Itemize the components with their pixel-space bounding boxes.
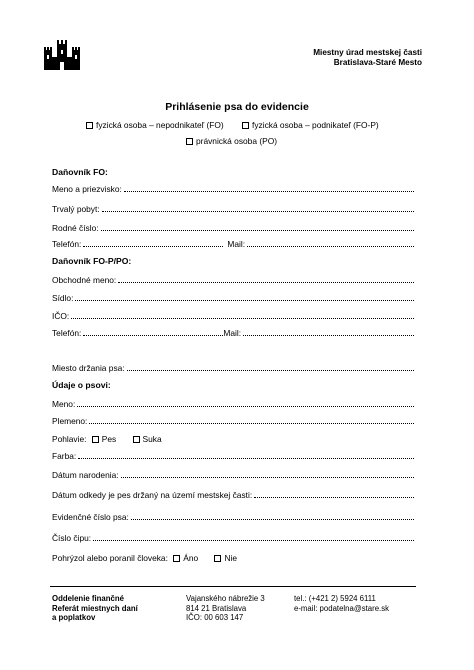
footer-addr-line-1: Vajanského nábrežie 3 [186, 594, 265, 603]
type-label-po: právnická osoba (PO) [196, 136, 277, 146]
form-title: Prihlásenie psa do evidencie [165, 101, 309, 113]
sex-male-label: Pes [101, 434, 117, 444]
footer-address [186, 594, 265, 623]
fop-ico-field[interactable] [52, 310, 414, 321]
fo-contact-field[interactable] [52, 238, 414, 249]
fop-seat-field[interactable] [52, 292, 414, 303]
fo-name-field[interactable] [52, 183, 414, 194]
dog-color-label: Farba: [52, 451, 77, 461]
dog-reg-no-label: Evidenčné číslo psa: [52, 512, 129, 522]
footer-department [52, 594, 138, 623]
checkbox-bite-yes[interactable] [173, 555, 180, 562]
checkbox-sex-male[interactable] [92, 436, 99, 443]
type-label-fo: fyzická osoba – nepodnikateľ (FO) [96, 120, 224, 130]
office-name [313, 48, 422, 68]
fop-ico-label: IČO: [52, 311, 70, 321]
fo-mail-label: Mail: [227, 239, 246, 249]
bite-yes-label: Áno [183, 553, 199, 563]
dog-since-label: Dátum odkedy je pes držaný na území mestskej časti: [52, 490, 253, 500]
dog-reg-no-field[interactable] [52, 511, 414, 522]
footer-phone: tel.: (+421 2) 5924 6111 [294, 594, 376, 603]
footer-contact [294, 594, 389, 613]
fo-residence-field[interactable] [52, 203, 414, 214]
dog-chip-field[interactable] [52, 532, 414, 543]
fop-heading: Daňovník FO-P/PO: [52, 256, 132, 266]
type-option-fop[interactable] [242, 120, 379, 130]
footer-dept-line-3: a poplatkov [52, 613, 96, 622]
dog-bite-label: Pohrýzol alebo poranil človeka: [52, 553, 168, 563]
checkbox-fop[interactable] [242, 122, 249, 129]
fop-company-label: Obchodné meno: [52, 275, 117, 285]
dog-place-field[interactable] [52, 362, 414, 373]
type-option-po[interactable] [186, 136, 277, 146]
type-option-fo[interactable] [86, 120, 224, 130]
fop-phone-label: Telefón: [52, 328, 82, 338]
office-line-2: Bratislava-Staré Mesto [333, 58, 422, 67]
office-line-1: Miestny úrad mestskej časti [313, 48, 422, 57]
dog-heading: Údaje o psovi: [52, 380, 111, 390]
dog-color-field[interactable] [52, 450, 414, 461]
dog-breed-label: Plemeno: [52, 416, 88, 426]
type-label-fop: fyzická osoba – podnikateľ (FO-P) [252, 120, 379, 130]
dog-name-label: Meno: [52, 399, 76, 409]
sex-female-label: Suka [142, 434, 162, 444]
dog-birth-field[interactable] [52, 469, 414, 480]
fop-mail-label: Mail: [223, 328, 242, 338]
fo-phone-label: Telefón: [52, 239, 82, 249]
fo-birth-no-label: Rodné číslo: [52, 223, 99, 233]
dog-place-label: Miesto držania psa: [52, 363, 125, 373]
dog-since-field[interactable] [52, 489, 414, 500]
fop-contact-field[interactable] [52, 327, 414, 338]
fop-seat-label: Sídlo: [52, 293, 74, 303]
fo-residence-label: Trvalý pobyt: [52, 204, 100, 214]
checkbox-sex-female[interactable] [133, 436, 140, 443]
checkbox-fo[interactable] [86, 122, 93, 129]
dog-name-field[interactable] [52, 398, 414, 409]
checkbox-bite-no[interactable] [214, 555, 221, 562]
footer-addr-line-2: 814 21 Bratislava [186, 603, 247, 613]
footer-dept-line-1: Oddelenie finančné [52, 594, 124, 603]
dog-chip-label: Číslo čipu: [52, 533, 92, 543]
footer-addr-line-3: IČO: 00 603 147 [186, 613, 244, 622]
castle-coat-of-arms-icon [44, 40, 80, 72]
dog-sex-label: Pohlavie: [52, 434, 87, 444]
dog-sex-row [52, 434, 162, 444]
checkbox-po[interactable] [186, 138, 193, 145]
fop-company-field[interactable] [52, 274, 414, 285]
fo-heading: Daňovník FO: [52, 167, 108, 177]
fo-name-label: Meno a priezvisko: [52, 184, 122, 194]
bite-no-label: Nie [224, 553, 238, 563]
dog-birth-label: Dátum narodenia: [52, 470, 119, 480]
footer-dept-line-2: Referát miestnych daní [52, 603, 138, 613]
fo-birth-no-field[interactable] [52, 222, 414, 233]
dog-bite-row [52, 553, 237, 563]
dog-breed-field[interactable] [52, 415, 414, 426]
footer-email[interactable]: e-mail: podatelna@stare.sk [294, 603, 390, 613]
footer-divider [50, 586, 416, 587]
